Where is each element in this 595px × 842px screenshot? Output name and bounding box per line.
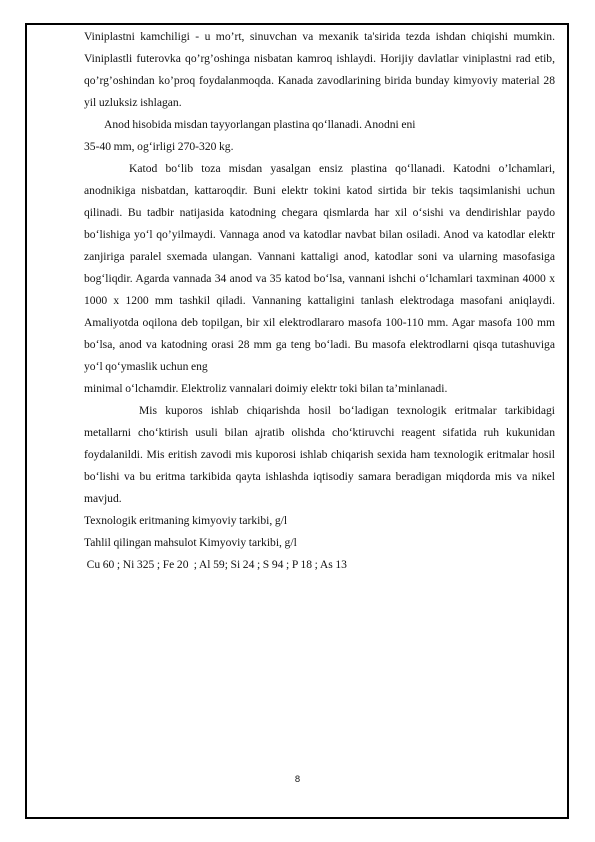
paragraph-electrolysis: minimal o‘lchamdir. Elektroliz vannalari doimiy elektr toki bilan ta’minlanadi. — [84, 382, 448, 395]
composition-values: Cu 60 ; Ni 325 ; Fe 20 ; Al 59; Si 24 ; S 94 ; P 18 ; As 13 — [84, 558, 347, 571]
paragraph-copper-sulfate: Mis kuporos ishlab chiqarishda hosil bo‘ladigan texnologik eritmalar tarkibidagi metallarni cho‘ktirish usuli bilan ajratib olishda cho‘ktiruvchi reagent sifatida ruh kukunidan foydalanildi. Mis eritish zavodi mis kuporosi ishlab chiqarish sexida ham texnologik eritmalar hosil bo‘lishi va bu eritma tarkibida qayta ishlashda iqtisodiy samara beradigan miqdorda mis va nikel mavjud. — [84, 404, 555, 505]
solution-composition-heading: Texnologik eritmaning kimyoviy tarkibi, g/l — [84, 514, 288, 527]
paragraph-viniplast: Viniplastni kamchiligi - u mo’rt, sinuvchan va mexanik ta'sirida tezda ishdan chiqishi mumkin. Viniplastli futerovka qo’rg’oshinga nisbatan kamroq ishlaydi. Horijiy davlatlar viniplastni rad etib, qo’rg’oshindan ko’proq foydalanmoqda. Kanada zavodlarining birida bunday kimyoviy material 28 yil uzluksiz ishlagan. — [84, 30, 555, 109]
analyzed-product-heading: Tahlil qilingan mahsulot Kimyoviy tarkibi, g/l — [84, 536, 297, 549]
paragraph-anode-size: 35-40 mm, og‘irligi 270-320 kg. — [84, 140, 234, 153]
document-body — [84, 26, 555, 576]
page-number: 8 — [294, 775, 301, 785]
paragraph-anode-intro: Anod hisobida misdan tayyorlangan plastina qo‘llanadi. Anodni eni — [104, 118, 416, 131]
paragraph-cathode: Katod bo‘lib toza misdan yasalgan ensiz plastina qo‘llanadi. Katodni o’lchamlari, anodnikiga nisbatdan, kattaroqdir. Buni elektr tokini katod sirtida bir tekis taqsimlanishi uchun qilinadi. Bu tadbir natijasida katodning chegara qismlarda har xil o‘sishi va dendirishlar paydo bo‘lishiga yo‘l qo’yilmaydi. Vannaga anod va katodlar navbat bilan osiladi. Anod va katodlar elektr zanjiriga paralel sxemada ulangan. Vannani kattaligi anod, katodlar soni va ularning masofasiga bog‘liqdir. Agarda vannada 34 anod va 35 katod bo‘lsa, vannani ishchi o‘lchamlari taxminan 4000 x 1000 x 1200 mm tashkil qiladi. Vannaning kattaligini tanlash elektrodaga masofani aniqlaydi. Amaliyotda oqilona deb topilgan, bir xil elektrodlararo masofa 100-110 mm. Agar masofa 100 mm bo‘lsa, anod va katodning orasi 28 mm ga teng bo‘ladi. Bu masofa elektrodlarni qisqa tutashuviga yo‘l qo‘ymaslik uchun eng — [84, 162, 555, 373]
